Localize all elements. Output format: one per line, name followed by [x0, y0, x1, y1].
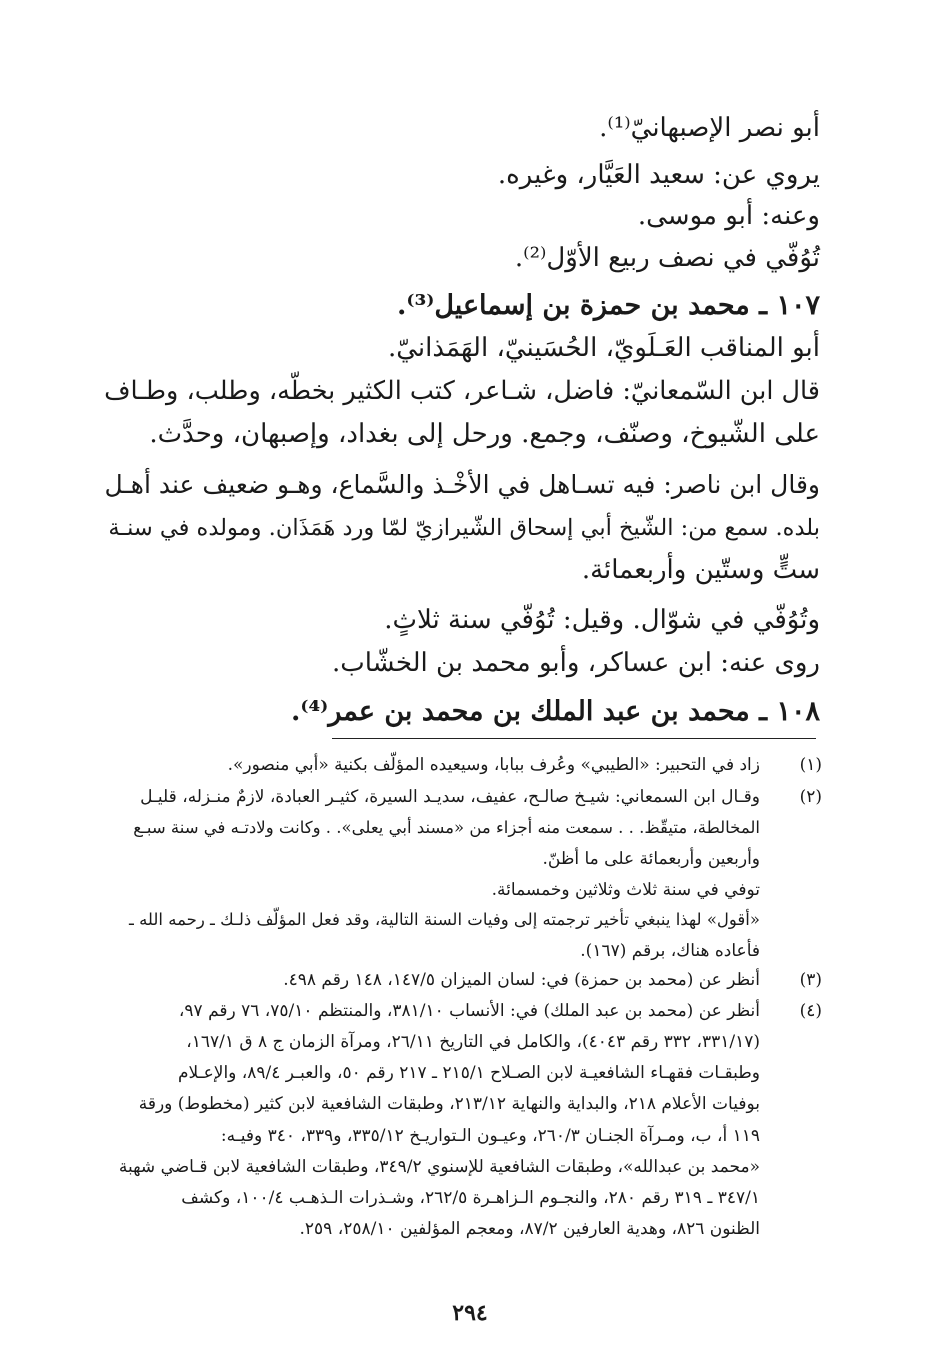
footnote-4-line-7: ٣٤٧/١ ـ ٣١٩ رقم ٢٨٠، والنجـوم الـزاهـرة ٢٦٢/٥، وشـذرات الـذهـب ١٠٠/٤، وكشف — [181, 1188, 760, 1208]
body-line-9: وقال ابن ناصر: فيه تسـاهل في الأخْـذ والسَّماع، وهـو ضعيف عند أهـل — [104, 470, 820, 499]
footnote-4-number: (٤) — [799, 1001, 822, 1021]
footnote-2-line-1: وقـال ابن السمعاني: شيـخ صالـح، عفيف، سديـد السيرة، كثيـر العبادة، لازمٌ منـزله، قليـل — [140, 787, 760, 807]
footnote-4-line-2: (٣٣١/١٧، ٣٣٢ رقم ٤٠٤٣)، والكامل في التاريخ ٢٦/١١، ومرآة الزمان ج ٨ ق ١٦٧/١، — [186, 1032, 760, 1052]
body-line-3: وعنه: أبو موسى. — [637, 201, 820, 231]
footnote-1-number: (١) — [799, 755, 822, 775]
body-line-1: أبو نصر الإصبهانيّ⁽¹⁾. — [599, 113, 820, 143]
footnote-2-line-4: توفي في سنة ثلاث وثلاثين وخمسمائة. — [491, 880, 760, 900]
footnote-1-line-1: زاد في التحبير: «الطيبي» وعُرف ببابا، وسيعيده المؤلّف بكنية «أبي منصور». — [227, 755, 760, 775]
footnote-3-number: (٣) — [799, 970, 822, 990]
footnote-3-line-1: أنظر عن (محمد بن حمزة) في: لسان الميزان ١٤٧/٥، ١٤٨ رقم ٤٩٨. — [283, 970, 760, 990]
page-number: ٢٩٤ — [452, 1300, 488, 1326]
footnote-4-line-6: «محمد بن عبدالله»، وطبقات الشافعية للإسنوي ٣٤٩/٢، وطبقات الشافعية لابن قـاضي شهبة — [118, 1157, 760, 1177]
body-line-8: على الشّيوخ، وصنّف، وجمع. ورحل إلى بغداد، وإصبهان، وحدَّث. — [149, 419, 820, 449]
footnote-2-line-2: المخالطة، متيقّظ. . . سمعت منه أجزاء من «مسند أبي يعلى». . وكانت ولادتـه في سنة سبـع — [133, 818, 760, 837]
body-line-6: أبو المناقب العَـلَويّ، الحُسَينيّ، الهَمَذانيّ. — [387, 333, 820, 363]
footnote-2-line-6: فأعاده هناك، برقم (١٦٧). — [580, 941, 760, 961]
body-line-10: بلده. سمع من: الشّيخ أبي إسحاق الشّيرازيّ لمّا ورد هَمَذَان. ومولده في سنـة — [108, 515, 820, 541]
footnote-4-line-4: بوفيات الأعلام ٢١٨، والبداية والنهاية ٢١٣/١٢، وطبقات الشافعية لابن كثير (مخطوط) ورقة — [138, 1094, 760, 1114]
footnote-divider — [332, 738, 816, 739]
body-line-4: تُوُفّي في نصف ربيع الأوّل⁽²⁾. — [514, 243, 820, 273]
body-line-13: روى عنه: ابن عساكر، وأبو محمد بن الخشّاب. — [331, 648, 820, 678]
body-line-7: قال ابن السّمعانيّ: فاضل، شـاعر، كتب الكثير بخطّه، وطلب، وطـاف — [104, 376, 820, 406]
body-line-12: وتُوُفّي في شوّال. وقيل: تُوُفّي سنة ثلاثٍ. — [384, 605, 820, 635]
entry-heading-108: ١٠٨ ـ محمد بن عبد الملك بن محمد بن عمر⁽⁴⁾. — [291, 696, 820, 727]
entry-heading-107: ١٠٧ ـ محمد بن حمزة بن إسماعيل⁽³⁾. — [397, 290, 820, 321]
body-line-11: ستٍّ وستّين وأربعمائة. — [581, 555, 820, 585]
footnote-4-line-3: وطبقـات فقهـاء الشافعيـة لابن الصـلاح ٢١٥/١ ـ ٢١٧ رقم ٥٠، والعبـر ٨٩/٤، والإعـلام — [177, 1063, 760, 1083]
footnote-2-line-5: «أقول» لهذا ينبغي تأخير ترجمته إلى وفيات السنة التالية، وقد فعل المؤلّف ذلـك ـ رحمه الله ـ — [128, 910, 760, 929]
footnote-4-line-8: الظنون ٨٢٦، وهدية العارفين ٨٧/٢، ومعجم المؤلفين ٢٥٨/١٠، ٢٥٩. — [299, 1219, 760, 1239]
footnote-2-line-3: وأربعين وأربعمائة على ما أظنّ. — [542, 849, 760, 869]
footnote-4-line-1: أنظر عن (محمد بن عبد الملك) في: الأنساب ٣٨١/١٠، والمنتظم ٧٥/١٠، ٧٦ رقم ٩٧، — [178, 1001, 760, 1021]
footnote-4-line-5: ١١٩ أ، ب، ومـرآة الجنـان ٢٦٠/٣، وعيـون الـتواريـخ ٣٣٥/١٢، و٣٣٩، ٣٤٠ وفيـه: — [220, 1126, 760, 1146]
body-line-2: يروي عن: سعيد العَيَّار، وغيره. — [497, 160, 820, 190]
footnote-2-number: (٢) — [799, 787, 822, 807]
